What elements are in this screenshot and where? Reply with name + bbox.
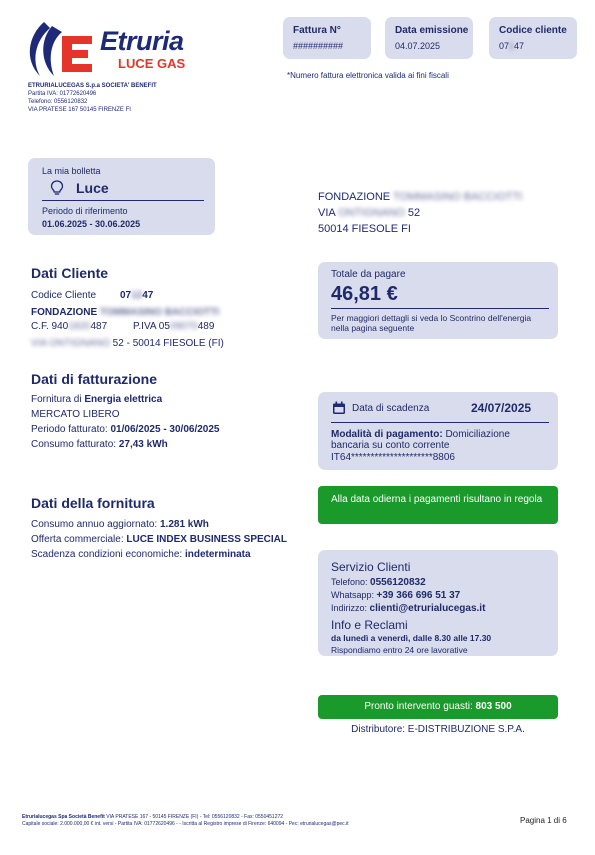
total-card [318, 262, 558, 339]
logo-mark-icon [22, 18, 102, 78]
issue-date-label: Data emissione [395, 25, 469, 36]
total-label: Totale da pagare [331, 269, 406, 280]
info-title: Info e Reclami [331, 618, 408, 632]
client-section [31, 265, 291, 349]
issue-date-card [385, 17, 473, 59]
service-phone: Telefono: 0556120832 [331, 577, 426, 588]
billing-section [31, 370, 291, 452]
service-email: Indirizzo: clienti@etrurialucegas.it [331, 603, 486, 614]
customer-service-card [318, 550, 558, 656]
footer-line-1: Etrurialucegas Spa Società Benefit VIA PRATESE 167 - 50145 FIRENZE (FI) - Tel: 0556120832 - Fax: 0550451272 [22, 814, 284, 820]
bill-box-divider [42, 200, 204, 201]
footer-line-2: Capitale sociale: 2.000.000,00 € int. versi - Partita IVA: 01772620496 - - Iscritta al Registro imprese di Firenze: 640094 - Pec: etrurialucegas@pec.it [22, 821, 349, 827]
client-code-value: 07147 [499, 41, 525, 51]
billing-title: Dati di fatturazione [31, 371, 158, 387]
issue-date-value: 04.07.2025 [395, 41, 441, 51]
payment-status-text: Alla data odierna i pagamenti risultano in regola [331, 494, 543, 505]
distributor: Distributore: E-DISTRIBUZIONE S.P.A. [351, 724, 525, 735]
company-vat: Partita IVA: 01772620496 [28, 91, 97, 97]
bill-period-value: 01.06.2025 - 30.06.2025 [42, 219, 141, 229]
company-name: ETRURIALUCEGAS S.p.a SOCIETA' BENEFIT [28, 83, 157, 89]
footer-info [22, 814, 492, 828]
recipient-address [318, 189, 522, 237]
service-title: Servizio Clienti [331, 560, 411, 574]
invoice-number-value: ########## [293, 41, 344, 51]
billing-market: MERCATO LIBERO [31, 409, 120, 420]
bill-box [28, 158, 215, 235]
emergency-text: Pronto intervento guasti: 803 500 [364, 701, 512, 712]
payment-method: Modalità di pagamento: Domiciliazione bancaria su conto corrente [331, 429, 510, 451]
client-code-card [489, 17, 577, 59]
page-number: Pagina 1 di 6 [520, 816, 567, 825]
service-whatsapp: Whatsapp: +39 366 696 51 37 [331, 590, 461, 601]
supply-section [31, 494, 311, 562]
calendar-icon [332, 401, 346, 415]
service-contacts [331, 576, 485, 615]
bill-box-title: La mia bolletta [42, 166, 101, 176]
due-card [318, 392, 558, 470]
client-title: Dati Cliente [31, 265, 109, 281]
recipient-line-3: 50014 FIESOLE FI [318, 223, 411, 235]
brand-logo [22, 18, 202, 78]
billing-consumption: Consumo fatturato: 27,43 kWh [31, 439, 168, 450]
recipient-line-1: FONDAZIONE TOMMASINO BACCIOTTI [318, 191, 523, 203]
client-tax-row: C.F. 9401820487 P.IVA 0509070489 [31, 321, 215, 332]
invoice-number-card [283, 17, 371, 59]
company-address: VIA PRATESE 167 50145 FIRENZE FI [28, 107, 131, 113]
due-divider [331, 422, 549, 423]
brand-sub: LUCE GAS [118, 56, 186, 71]
client-name: FONDAZIONE TOMMASINO BACCIOTTI [31, 307, 220, 318]
recipient-line-2: VIA ONTIGNANO 52 [318, 207, 421, 219]
lightbulb-icon [50, 180, 64, 196]
client-code-label: Codice cliente [499, 25, 567, 36]
total-divider [331, 308, 549, 309]
bill-period-label: Periodo di riferimento [42, 206, 128, 216]
company-info [28, 82, 157, 114]
supply-terms: Scadenza condizioni economiche: indeterminata [31, 549, 251, 560]
client-code-row: Codice Cliente 071247 [31, 290, 154, 301]
due-label: Data di scadenza [352, 403, 430, 414]
supply-offer: Offerta commerciale: LUCE INDEX BUSINESS SPECIAL [31, 534, 287, 545]
invoice-number-label: Fattura N° [293, 25, 341, 36]
billing-supply: Fornitura di Energia elettrica [31, 394, 163, 405]
company-phone: Telefono: 0556120832 [28, 99, 88, 105]
invoice-note: *Numero fattura elettronica valida ai fini fiscali [287, 71, 449, 80]
client-address: VIA ONTIGNANO 52 - 50014 FIESOLE (FI) [31, 338, 224, 349]
service-reply: Rispondiamo entro 24 ore lavorative [331, 645, 468, 655]
total-note: Per maggiori dettagli si veda lo Scontrino dell'energia nella pagina seguente [331, 313, 532, 333]
bill-type: Luce [76, 180, 109, 196]
iban: IT64*********************8806 [331, 452, 455, 463]
service-hours: da lunedì a venerdì, dalle 8.30 alle 17.30 [331, 633, 492, 643]
due-date: 24/07/2025 [471, 401, 532, 415]
brand-name: Etruria [100, 26, 184, 56]
supply-title: Dati della fornitura [31, 495, 155, 511]
total-amount: 46,81 € [331, 283, 398, 305]
payment-status-banner [318, 486, 558, 524]
emergency-banner [318, 695, 558, 719]
billing-period: Periodo fatturato: 01/06/2025 - 30/06/2025 [31, 424, 220, 435]
supply-annual: Consumo annuo aggiornato: 1.281 kWh [31, 519, 209, 530]
